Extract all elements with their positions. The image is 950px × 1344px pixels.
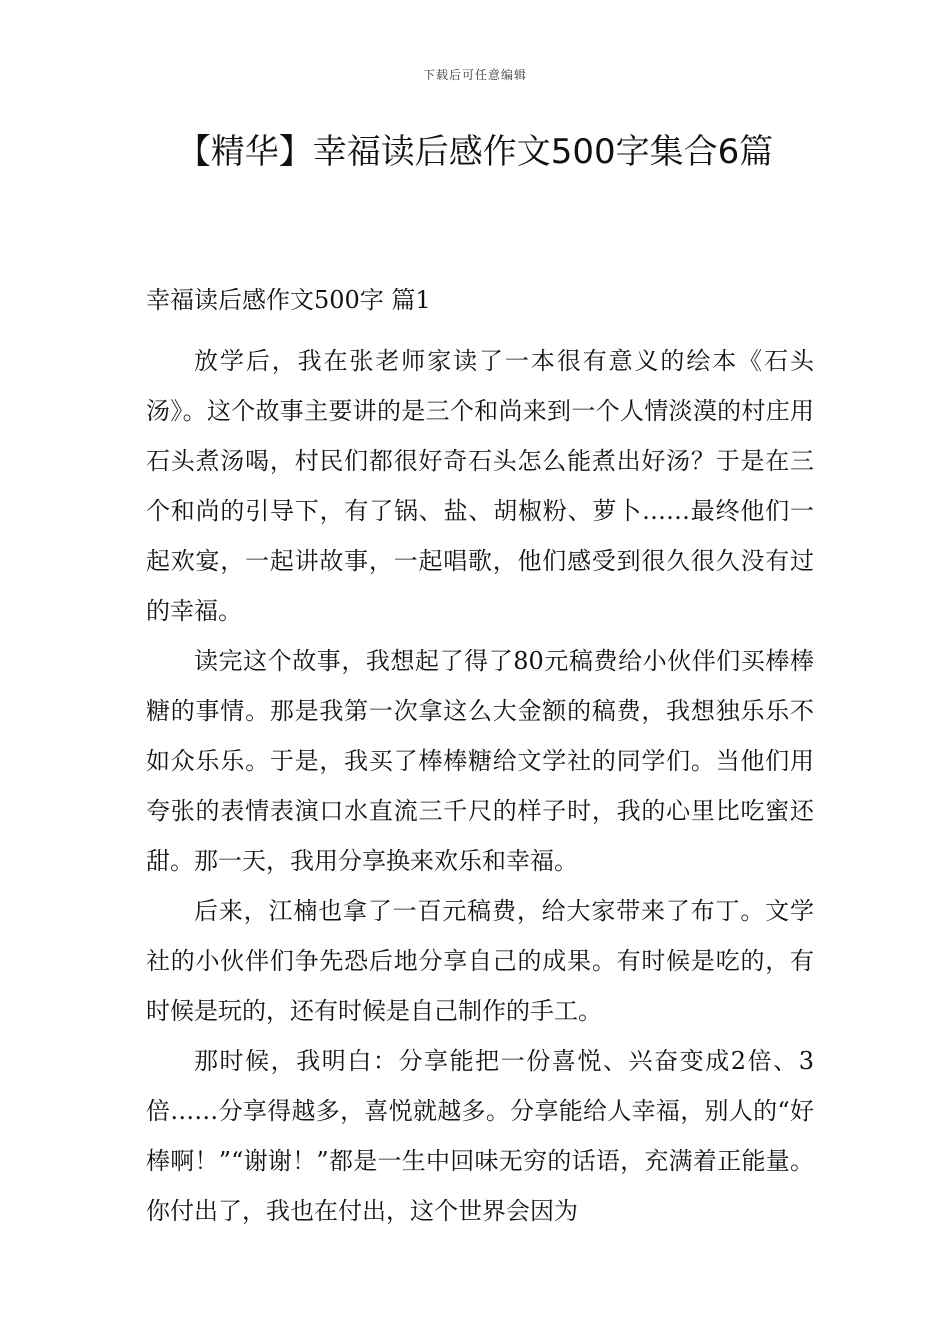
paragraph-4: 那时候，我明白：分享能把一份喜悦、兴奋变成2倍、3倍……分享得越多，喜悦就越多。分享能给人幸福，别人的“好棒啊！”“谢谢！”都是一生中回味无穷的话语，充满着正能量。你付出了，我也在付出，这个世界会因为 [146,1047,814,1225]
paragraph-2: 读完这个故事，我想起了得了80元稿费给小伙伴们买棒棒糖的事情。那是我第一次拿这么大金额的稿费，我想独乐乐不如众乐乐。于是，我买了棒棒糖给文学社的同学们。当他们用夸张的表情表演口水直流三千尺的样子时，我的心里比吃蜜还甜。那一天，我用分享换来欢乐和幸福。 [146,647,814,875]
document-title: 【精华】幸福读后感作文500字集合6篇 [176,132,774,172]
document-body [146,282,814,1236]
paragraph-3: 后来，江楠也拿了一百元稿费，给大家带来了布丁。文学社的小伙伴们争先恐后地分享自己的成果。有时候是吃的，有时候是玩的，还有时候是自己制作的手工。 [146,897,814,1025]
section-heading: 幸福读后感作文500字 篇1 [146,286,431,314]
paragraph-1: 放学后，我在张老师家读了一本很有意义的绘本《石头汤》。这个故事主要讲的是三个和尚来到一个人情淡漠的村庄用石头煮汤喝，村民们都很好奇石头怎么能煮出好汤？于是在三个和尚的引导下，有了锅、盐、胡椒粉、萝卜……最终他们一起欢宴，一起讲故事，一起唱歌，他们感受到很久很久没有过的幸福。 [146,347,814,625]
header-note: 下载后可任意编辑 [422,68,527,82]
